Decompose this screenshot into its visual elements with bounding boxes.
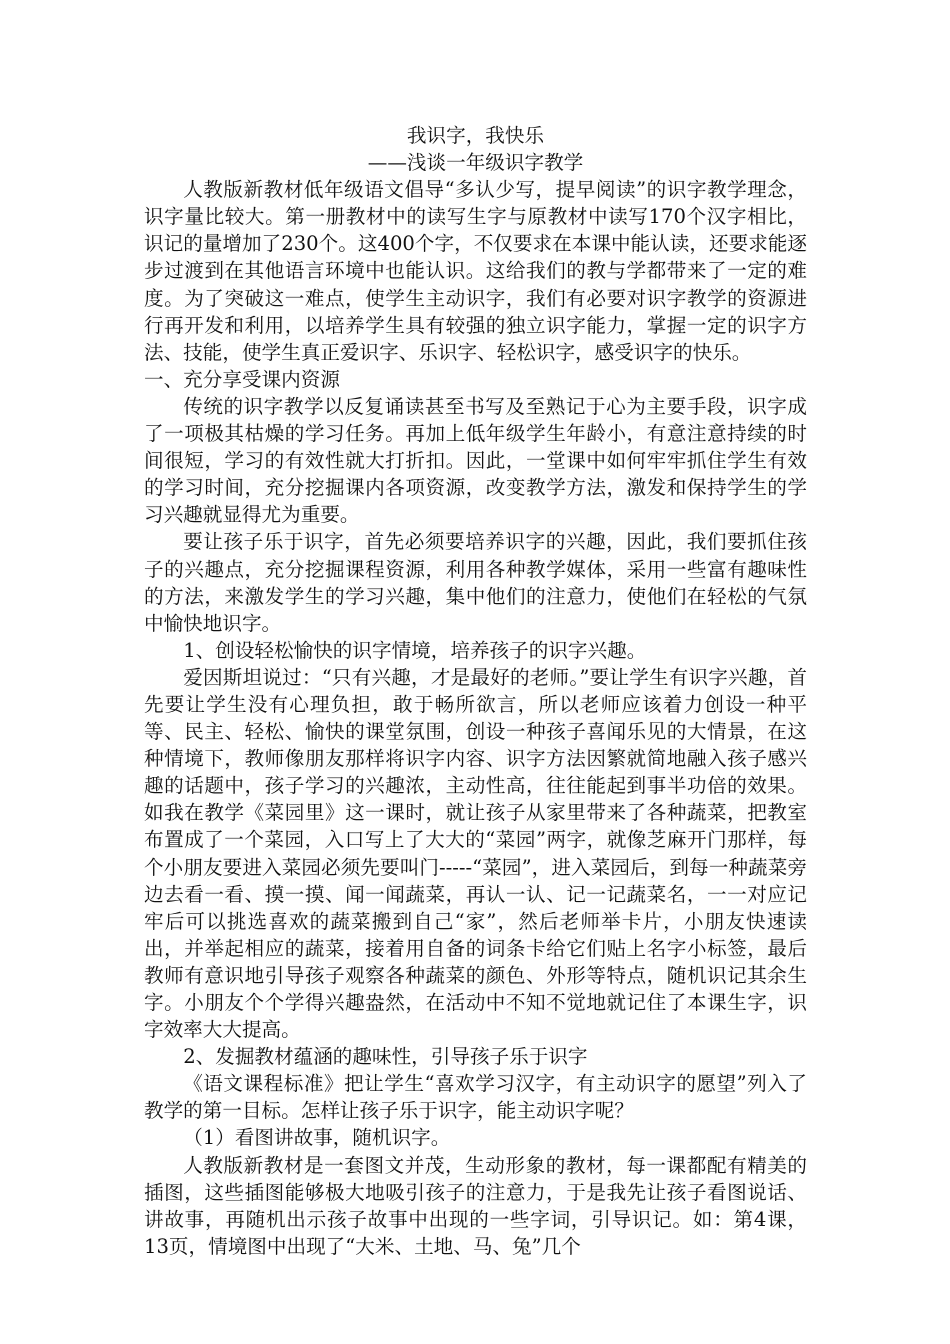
section-heading-1: 一、充分享受课内资源 [144, 367, 340, 391]
document-page [144, 122, 807, 1260]
subsection-heading-2: 2、发掘教材蕴涵的趣味性，引导孩子乐于识字 [183, 1045, 588, 1069]
body-paragraph: 传统的识字教学以反复诵读甚至书写及至熟记于心为主要手段，识字成了一项极其枯燥的学习任务。再加上低年级学生年龄小，有意注意持续的时间很短，学习的有效性就大打折扣。因此，一堂课中如何牢牢抓住学生有效的学习时间，充分挖掘课内各项资源，改变教学方法，激发和保持学生的学习兴趣就显得尤为重要。 [144, 394, 807, 527]
body-paragraph: 要让孩子乐于识字，首先必须要培养识字的兴趣，因此，我们要抓住孩子的兴趣点，充分挖掘课程资源，利用各种教学媒体，采用一些富有趣味性的方法，来激发学生的学习兴趣，集中他们的注意力，使他们在轻松的气氛中愉快地识字。 [144, 530, 807, 635]
document-subtitle: ——浅谈一年级识字教学 [367, 151, 584, 175]
body-paragraph: 《语文课程标准》把让学生“喜欢学习汉字，有主动识字的愿望”列入了教学的第一目标。怎样让孩子乐于识字，能主动识字呢？ [144, 1072, 807, 1123]
subsection-heading-1: 1、创设轻松愉快的识字情境，培养孩子的识字兴趣。 [183, 638, 647, 662]
subsection-heading-2-1: （1）看图讲故事，随机识字。 [183, 1126, 451, 1150]
intro-paragraph: 人教版新教材低年级语文倡导“多认少写，提早阅读”的识字教学理念，识字量比较大。第一册教材中的读写生字与原教材中读写170个汉字相比，识记的量增加了230个。这400个字，不仅要求在本课中能认读，还要求能逐步过渡到在其他语言环境中也能认识。这给我们的教与学都带来了一定的难度。为了突破这一难点，使学生主动识字，我们有必要对识字教学的资源进行再开发和利用，以培养学生具有较强的独立识字能力，掌握一定的识字方法、技能，使学生真正爱识字、乐识字、轻松识字，感受识字的快乐。 [144, 178, 807, 364]
body-paragraph: 爱因斯坦说过：“只有兴趣，才是最好的老师。”要让学生有识字兴趣，首先要让学生没有心理负担，敢于畅所欲言，所以老师应该着力创设一种平等、民主、轻松、愉快的课堂氛围，创设一种孩子喜闻乐见的大情景，在这种情境下，教师像朋友那样将识字内容、识字方法因繁就简地融入孩子感兴趣的话题中，孩子学习的兴趣浓，主动性高，往往能起到事半功倍的效果。如我在教学《菜园里》这一课时，就让孩子从家里带来了各种蔬菜，把教室布置成了一个菜园，入口写上了大大的“菜园”两字，就像芝麻开门那样，每个小朋友要进入菜园必须先要叫门-----“菜园”，进入菜园后，到每一种蔬菜旁边去看一看、摸一摸、闻一闻蔬菜，再认一认、记一记蔬菜名，一一对应记牢后可以挑选喜欢的蔬菜搬到自己“家”，然后老师举卡片，小朋友快速读出，并举起相应的蔬菜，接着用自备的词条卡给它们贴上名字小标签，最后教师有意识地引导孩子观察各种蔬菜的颜色、外形等特点，随机识记其余生字。小朋友个个学得兴趣盎然，在活动中不知不觉地就记住了本课生字，识字效率大大提高。 [144, 665, 807, 1042]
document-title: 我识字，我快乐 [406, 124, 545, 147]
body-paragraph: 人教版新教材是一套图文并茂，生动形象的教材，每一课都配有精美的插图，这些插图能够极大地吸引孩子的注意力，于是我先让孩子看图说话、讲故事，再随机出示孩子故事中出现的一些字词，引导识记。如：第4课，13页，情境图中出现了“大米、土地、马、兔”几个 [144, 1153, 807, 1258]
